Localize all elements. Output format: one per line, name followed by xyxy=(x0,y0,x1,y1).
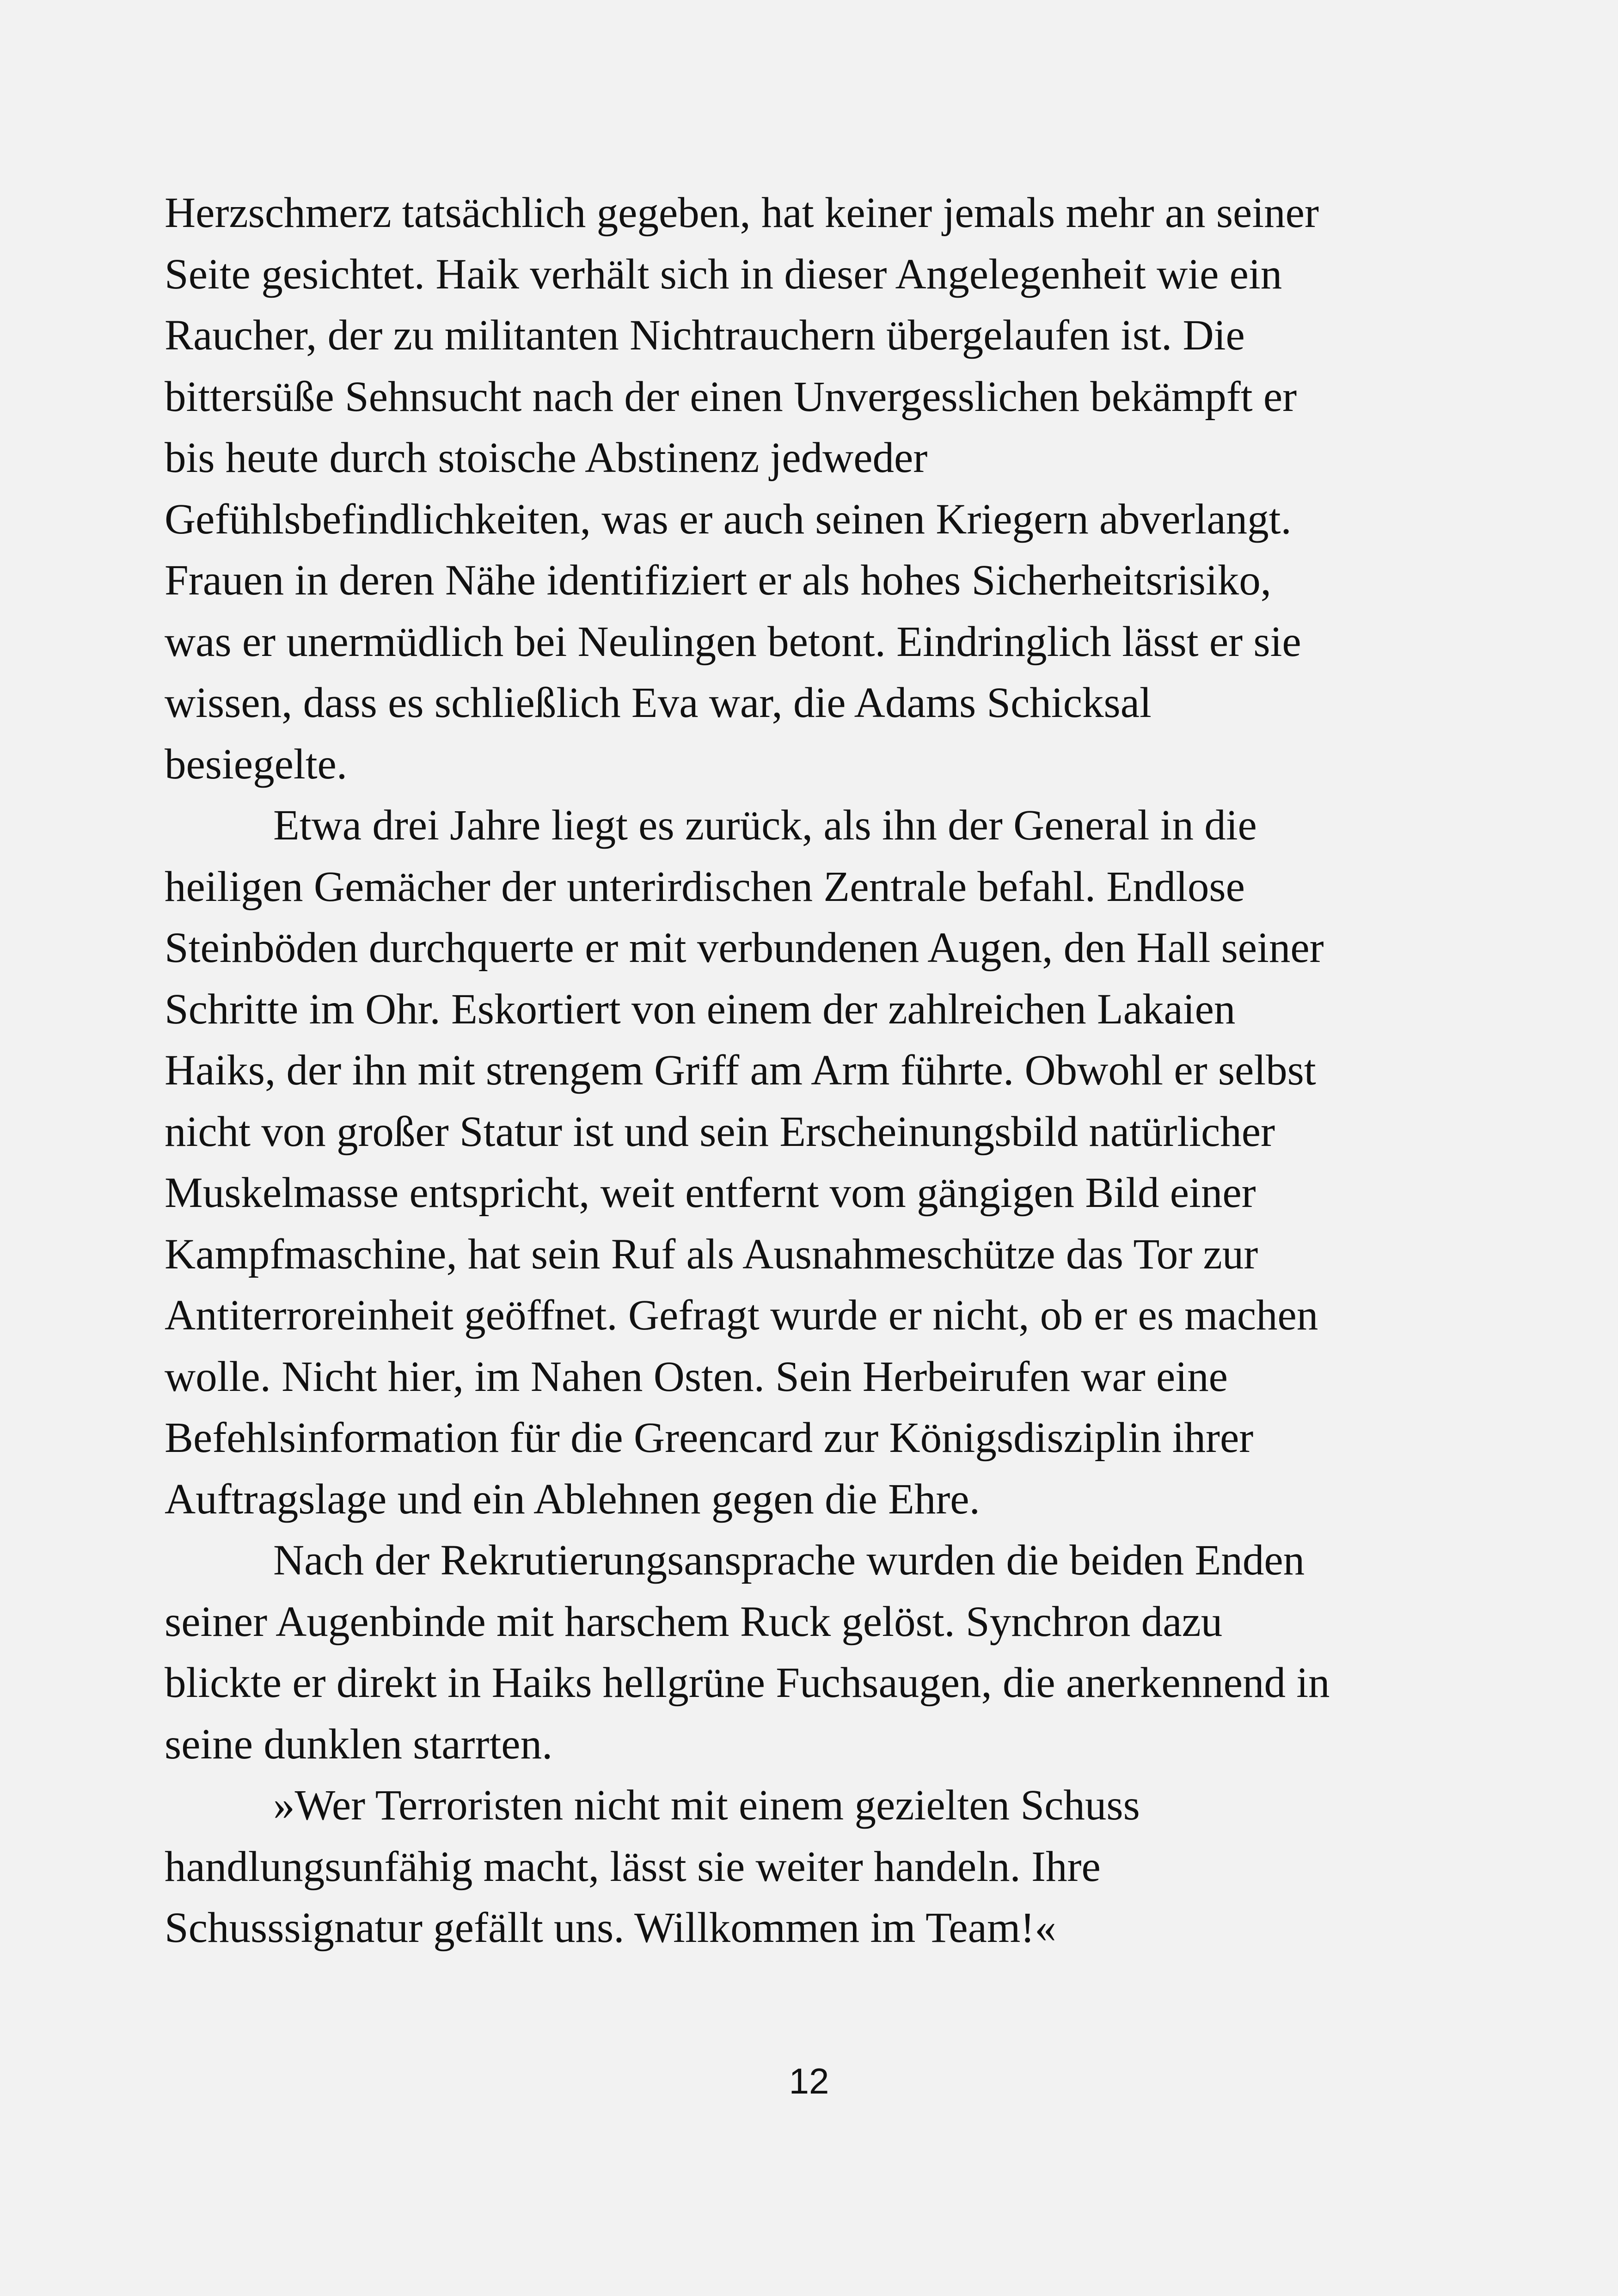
page-number: 12 xyxy=(789,2061,829,2101)
text-line: wolle. Nicht hier, im Nahen Osten. Sein Herbeirufen war eine xyxy=(165,1353,1228,1401)
text-line: Muskelmasse entspricht, weit entfernt vom gängigen Bild einer xyxy=(165,1169,1256,1217)
text-line: Kampfmaschine, hat sein Ruf als Ausnahmeschütze das Tor zur xyxy=(165,1230,1258,1278)
text-line: Herzschmerz tatsächlich gegeben, hat keiner jemals mehr an seiner xyxy=(165,189,1319,237)
text-line: Befehlsinformation für die Greencard zur Königsdisziplin ihrer xyxy=(165,1414,1254,1462)
text-line: wissen, dass es schließlich Eva war, die Adams Schicksal xyxy=(165,679,1152,727)
text-line: besiegelte. xyxy=(165,740,348,788)
text-line: bis heute durch stoische Abstinenz jedweder xyxy=(165,434,928,482)
text-line: heiligen Gemächer der unterirdischen Zentrale befahl. Endlose xyxy=(165,863,1245,911)
text-line: Gefühlsbefindlichkeiten, was er auch seinen Kriegern abverlangt. xyxy=(165,495,1292,543)
text-line: Auftragslage und ein Ablehnen gegen die Ehre. xyxy=(165,1475,980,1523)
text-line: Antiterroreinheit geöffnet. Gefragt wurde er nicht, ob er es machen xyxy=(165,1292,1318,1339)
text-line: Seite gesichtet. Haik verhält sich in dieser Angelegenheit wie ein xyxy=(165,250,1282,298)
text-line: blickte er direkt in Haiks hellgrüne Fuchsaugen, die anerkennend in xyxy=(165,1659,1330,1707)
text-line: seiner Augenbinde mit harschem Ruck gelöst. Synchron dazu xyxy=(165,1598,1223,1646)
text-line: Raucher, der zu militanten Nichtrauchern übergelaufen ist. Die xyxy=(165,312,1245,359)
text-line: was er unermüdlich bei Neulingen betont. Eindringlich lässt er sie xyxy=(165,618,1301,666)
text-line: Nach der Rekrutierungsansprache wurden die beiden Enden xyxy=(273,1537,1305,1584)
text-line: seine dunklen starrten. xyxy=(165,1720,553,1768)
text-line: handlungsunfähig macht, lässt sie weiter handeln. Ihre xyxy=(165,1843,1101,1891)
paragraph xyxy=(165,1530,1440,1775)
text-line: bittersüße Sehnsucht nach der einen Unvergesslichen bekämpft er xyxy=(165,373,1297,421)
paragraph xyxy=(165,183,1440,795)
text-line: Steinböden durchquerte er mit verbundenen Augen, den Hall seiner xyxy=(165,924,1324,972)
text-line: Schusssignatur gefällt uns. Willkommen im Team!« xyxy=(165,1904,1056,1952)
text-line: Etwa drei Jahre liegt es zurück, als ihn der General in die xyxy=(273,802,1257,849)
text-line: Schritte im Ohr. Eskortiert von einem der zahlreichen Lakaien xyxy=(165,985,1236,1033)
paragraph xyxy=(165,795,1440,1530)
body-text xyxy=(165,183,1440,1959)
text-line: »Wer Terroristen nicht mit einem gezielten Schuss xyxy=(273,1782,1140,1829)
text-line: Frauen in deren Nähe identifiziert er als hohes Sicherheitsrisiko, xyxy=(165,557,1271,604)
text-line: Haiks, der ihn mit strengem Griff am Arm führte. Obwohl er selbst xyxy=(165,1047,1316,1094)
text-line: nicht von großer Statur ist und sein Erscheinungsbild natürlicher xyxy=(165,1108,1275,1156)
paragraph xyxy=(165,1775,1440,1959)
